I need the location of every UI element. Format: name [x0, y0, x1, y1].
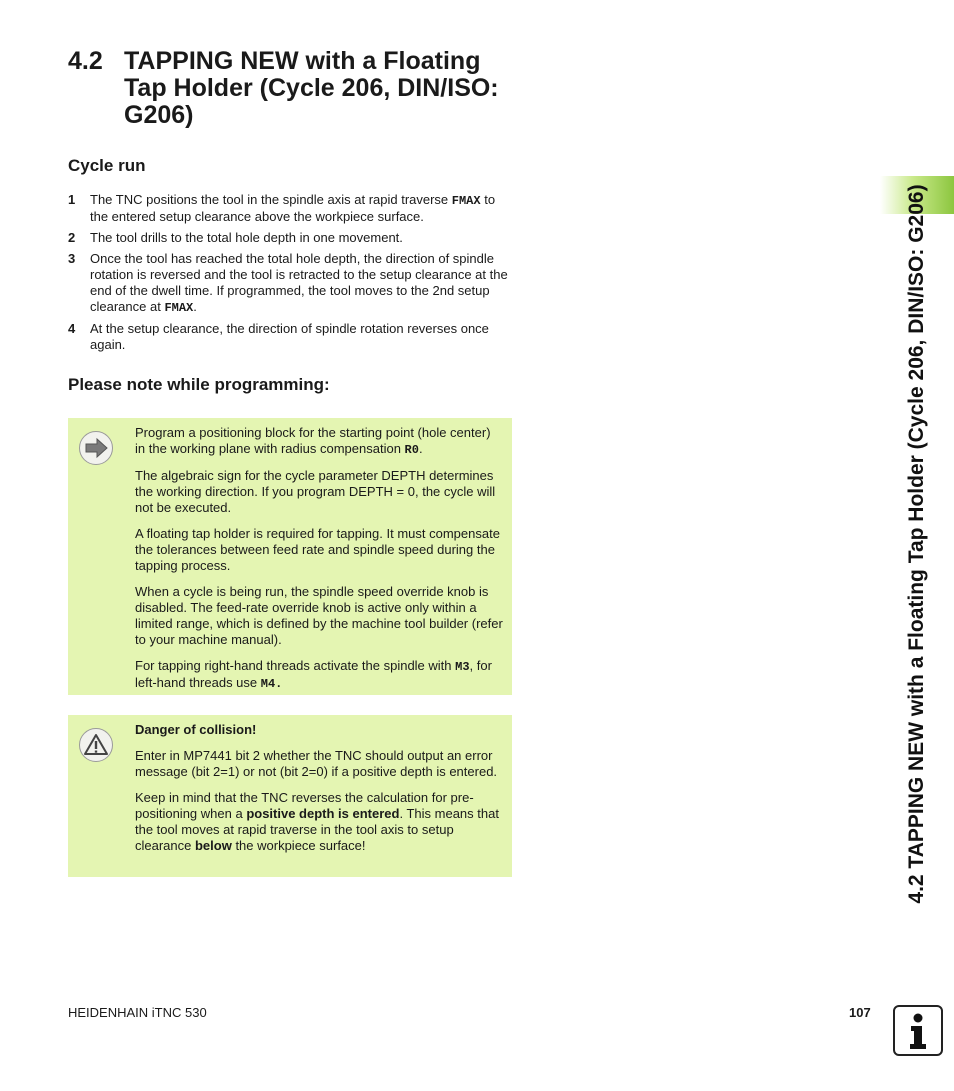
warning-triangle-icon [79, 728, 113, 762]
code-r0: R0 [404, 443, 419, 457]
note-paragraph: Program a positioning block for the starting point (hole center) in the working plane with radius compensation R0. [135, 425, 491, 457]
code-m3: M3 [455, 660, 470, 674]
step-item [68, 192, 513, 225]
code-m4: M4. [260, 677, 283, 691]
page-number: 107 [849, 1005, 871, 1020]
note-paragraph: A floating tap holder is required for tapping. It must compensate the tolerances between feed rate and spindle speed during the tapping process. [135, 526, 500, 573]
step-text: At the setup clearance, the direction of spindle rotation reverses once again. [90, 321, 489, 352]
notes-content [135, 425, 503, 702]
step-number: 3 [68, 251, 76, 266]
section-number: 4.2 [68, 47, 103, 75]
code-fmax: FMAX [164, 301, 194, 315]
step-text: Once the tool has reached the total hole depth, the direction of spindle rotation is reversed and the tool is retracted to the setup clearance at the end of the dwell time. If programmed, the tool moves to the 2nd setup clearance at FMAX. [90, 251, 508, 315]
programming-notes-heading: Please note while programming: [68, 375, 330, 394]
side-running-title: 4.2 TAPPING NEW with a Floating Tap Holder (Cycle 206, DIN/ISO: G206) [905, 184, 928, 904]
warning-heading: Danger of collision! [135, 722, 257, 737]
code-fmax: FMAX [451, 194, 481, 208]
warning-paragraph: Keep in mind that the TNC reverses the calculation for pre-positioning when a positive depth is entered. This means that the tool moves at rapid traverse in the tool axis to setup clearance below the workpiece surface! [135, 790, 499, 853]
info-icon [893, 1005, 943, 1056]
section-title-text: TAPPING NEW with a Floating Tap Holder (Cycle 206, DIN/ISO: G206) [124, 47, 499, 129]
warning-content [135, 722, 503, 864]
warning-paragraph: Enter in MP7441 bit 2 whether the TNC should output an error message (bit 2=1) or not (bit 2=0) if a positive depth is entered. [135, 748, 498, 779]
step-text: The tool drills to the total hole depth in one movement. [90, 230, 403, 245]
step-item [68, 251, 513, 316]
warning-box [68, 715, 512, 877]
arrow-right-icon [79, 431, 113, 465]
step-item [68, 230, 513, 246]
programming-notes-box [68, 418, 512, 695]
step-text: The TNC positions the tool in the spindle axis at rapid traverse FMAX to the entered setup clearance above the workpiece surface. [90, 192, 496, 224]
footer-product: HEIDENHAIN iTNC 530 [68, 1005, 207, 1020]
cycle-steps-list [68, 192, 513, 358]
step-number: 2 [68, 230, 76, 245]
step-item [68, 321, 513, 353]
note-paragraph: The algebraic sign for the cycle parameter DEPTH determines the working direction. If you program DEPTH = 0, the cycle will not be executed. [135, 468, 496, 515]
note-paragraph: When a cycle is being run, the spindle speed override knob is disabled. The feed-rate override knob is active only within a limited range, which is defined by the machine tool builder (refer to your machine manual). [135, 584, 503, 647]
step-number: 1 [68, 192, 76, 207]
note-paragraph: For tapping right-hand threads activate the spindle with M3, for left-hand threads use M4. [135, 658, 492, 691]
cycle-run-heading: Cycle run [68, 156, 146, 175]
step-number: 4 [68, 321, 76, 336]
section-title [68, 48, 528, 129]
